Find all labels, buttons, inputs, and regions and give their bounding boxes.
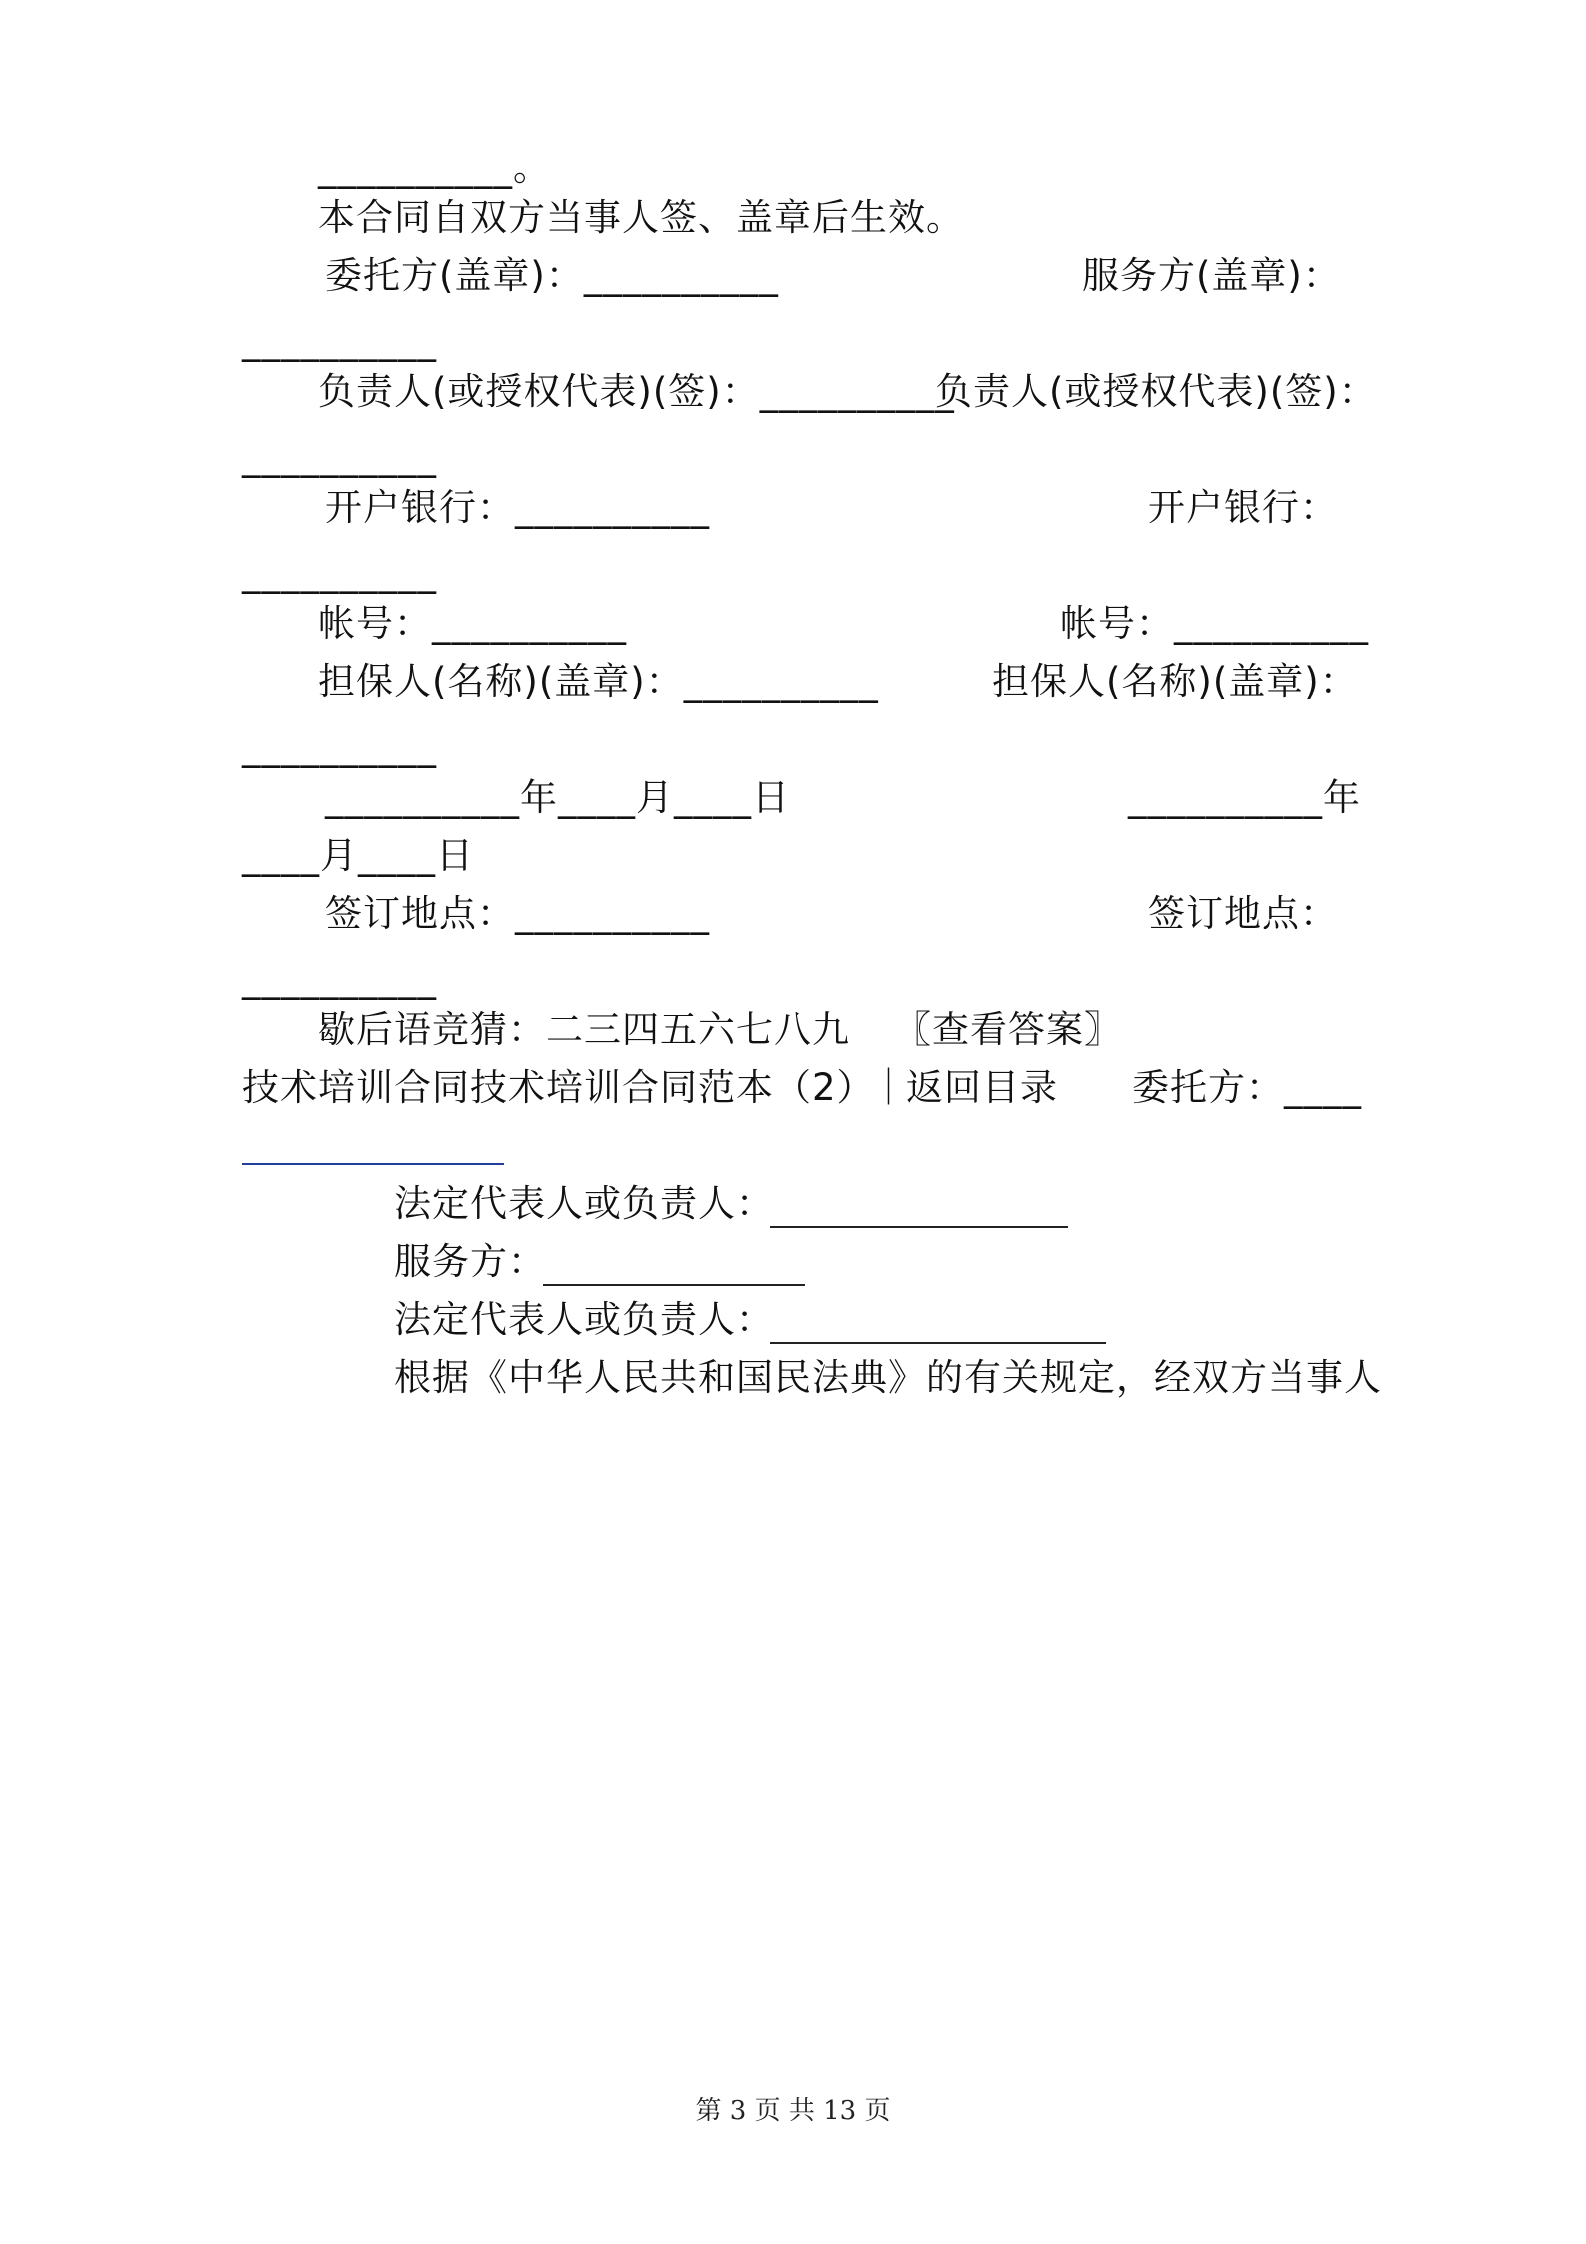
provider-representative-label: 负责人(或授权代表)(签)：	[935, 370, 1377, 413]
client-location-field: 签订地点：__________	[325, 892, 710, 935]
provider-label: 服务方：	[394, 1240, 546, 1283]
contract-preamble: 根据《中华人民共和国民法典》的有关规定，经双方当事人	[394, 1356, 1382, 1399]
client-name-label: 委托方：____	[1132, 1066, 1362, 1109]
riddle-text: 歇后语竞猜：二三四五六七八九	[318, 1008, 850, 1051]
text-line: 本合同自双方当事人签、盖章后生效。	[318, 196, 964, 239]
provider-date-year: __________年	[1128, 776, 1361, 819]
client-representative-field: 负责人(或授权代表)(签)：__________	[318, 370, 955, 413]
client-guarantor-field: 担保人(名称)(盖章)：__________	[318, 660, 879, 703]
back-to-contents-link[interactable]: 返回目录	[906, 1066, 1058, 1109]
client-legal-rep-label: 法定代表人或负责人：	[394, 1182, 774, 1225]
blank-line: __________	[242, 435, 437, 478]
provider-location-label: 签订地点：	[1148, 892, 1338, 935]
client-account-field: 帐号：__________	[318, 602, 627, 645]
provider-blank	[543, 1284, 805, 1286]
provider-legal-rep-blank	[770, 1342, 1106, 1344]
provider-guarantor-label: 担保人(名称)(盖章)：	[992, 660, 1358, 703]
blank-line: __________	[242, 319, 437, 362]
provider-seal-label: 服务方(盖章)：	[1082, 254, 1341, 297]
client-seal-field: 委托方(盖章)：__________	[325, 254, 779, 297]
client-bank-field: 开户银行：__________	[325, 486, 710, 529]
provider-legal-rep-label: 法定代表人或负责人：	[394, 1298, 774, 1341]
client-legal-rep-blank	[770, 1226, 1068, 1228]
provider-account-field: 帐号：__________	[1060, 602, 1369, 645]
client-date-field: __________年____月____日	[325, 776, 790, 819]
blank-line: __________	[242, 551, 437, 594]
text-line: __________。	[318, 146, 551, 189]
blank-line: __________	[242, 725, 437, 768]
blue-underline	[242, 1163, 504, 1165]
view-answer-link[interactable]: 〖查看答案〗	[894, 1008, 1122, 1051]
page-footer: 第 3 页 共 13 页	[695, 2096, 891, 2126]
provider-bank-label: 开户银行：	[1148, 486, 1338, 529]
contract-sample-link[interactable]: 技术培训合同技术培训合同范本（2）	[242, 1066, 875, 1109]
blank-line: __________	[242, 957, 437, 1000]
link-separator: ｜	[870, 1066, 908, 1109]
provider-date-month-day: ____月____日	[242, 834, 474, 877]
